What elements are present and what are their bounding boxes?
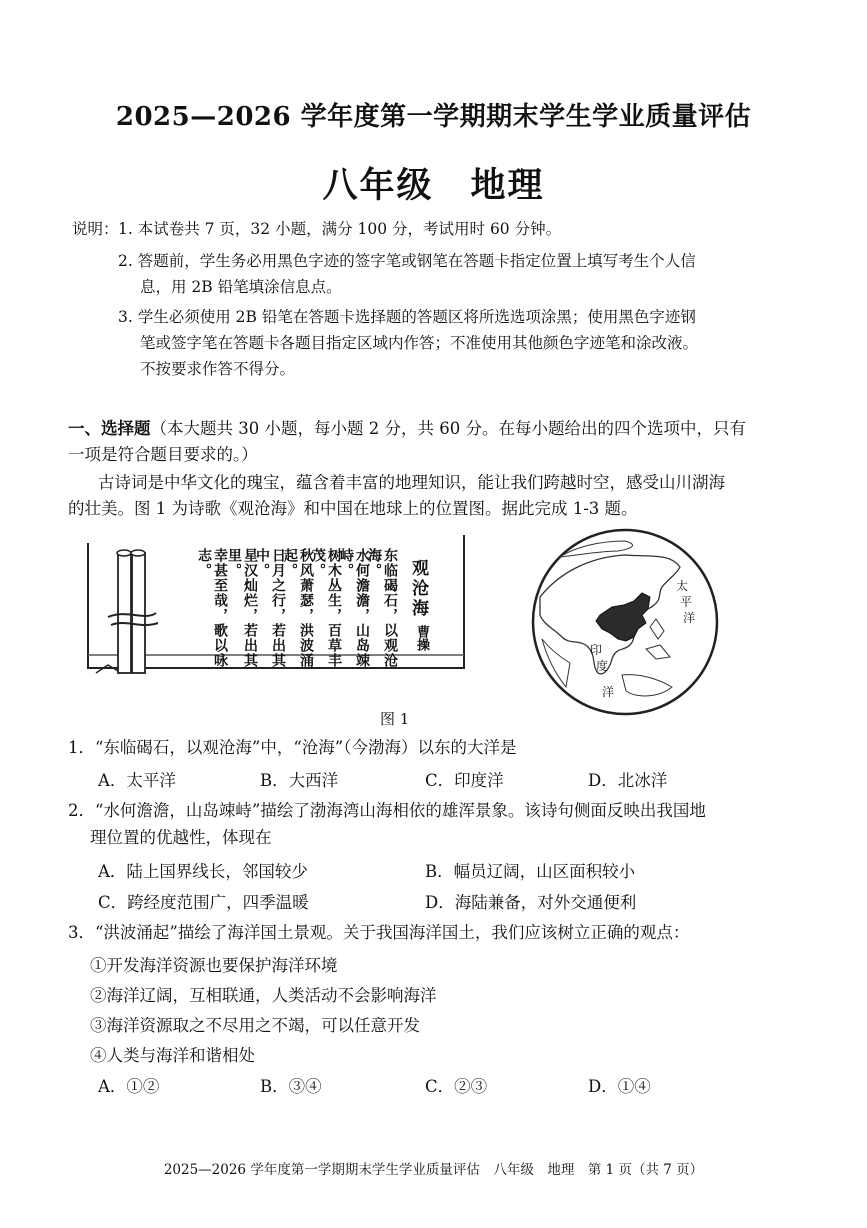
page-footer: 2025—2026 学年度第一学期期末学生学业质量评估 八年级 地理 第 1 页（共 7 页） <box>163 1162 704 1178</box>
instruction-line: 息，用 2B 铅笔填涂信息点。 <box>140 278 342 296</box>
question-stem: 2．“水何澹澹，山岛竦峙”描绘了渤海湾山海相依的雄浑景象。该诗句侧面反映出我国地 <box>68 801 706 820</box>
option-c: C．②③ <box>425 1077 488 1096</box>
instruction-line: 笔或签字笔在答题卡各题目指定区域内作答；不准使用其他颜色字迹笔和涂改液。 <box>140 334 699 352</box>
option-a: A．太平洋 <box>98 771 176 790</box>
poem-line: 东临碣石，以观沧海。 <box>366 548 398 668</box>
option-b: B．大西洋 <box>260 771 339 790</box>
option-d: D．北冰洋 <box>588 771 668 790</box>
pacific-label: 太 <box>676 579 689 593</box>
intro-line: 古诗词是中华文化的瑰宝，蕴含着丰富的地理知识，能让我们跨越时空，感受山川湖海 <box>98 473 725 492</box>
option-b: B．③④ <box>260 1077 322 1096</box>
option-d: D．海陆兼备，对外交通便利 <box>425 893 637 912</box>
question-stem: 3．“洪波涌起”描绘了海洋国土景观。关于我国海洋国土，我们应该树立正确的观点： <box>68 923 690 942</box>
option-a: A．①② <box>98 1077 160 1096</box>
intro-line: 的壮美。图 1 为诗歌《观沧海》和中国在地球上的位置图。据此完成 1-3 题。 <box>68 499 638 518</box>
section-heading: 一、选择题 <box>68 419 151 438</box>
instruction-line: 2. 答题前，学生务必用黑色字迹的签字笔或钢笔在答题卡指定位置上填写考生个人信 <box>118 252 696 270</box>
statement: ②海洋辽阔，互相联通，人类活动不会影响海洋 <box>90 986 437 1005</box>
poem-line: 幸甚至哉，歌以咏志。 <box>196 548 228 668</box>
globe-figure <box>530 527 720 717</box>
poem-line: 日月之行，若出其中。 <box>254 548 286 668</box>
statement: ③海洋资源取之不尽用之不竭，可以任意开发 <box>90 1016 420 1035</box>
section-heading-line2: 一项是符合题目要求的。） <box>68 445 258 464</box>
poem-line: 星汉灿烂，若出其里。 <box>226 548 258 668</box>
option-b: B．幅员辽阔，山区面积较小 <box>425 862 636 881</box>
instruction-line: 不按要求作答不得分。 <box>140 360 296 378</box>
option-c: C．印度洋 <box>425 771 504 790</box>
poem-author: 曹操 <box>414 625 429 651</box>
indian-label: 度 <box>596 659 609 673</box>
pacific-label: 洋 <box>683 611 696 625</box>
instructions-label: 说明： <box>72 220 119 238</box>
poem-line: 树木丛生，百草丰茂。 <box>310 548 342 668</box>
poem-title: 观沧海 <box>408 559 428 619</box>
indian-label: 洋 <box>602 685 615 699</box>
pacific-label: 平 <box>680 595 693 609</box>
question-stem: 1．“东临碣石，以观沧海”中，“沧海”（今渤海）以东的大洋是 <box>68 738 517 757</box>
figure-caption: 图 1 <box>380 710 410 728</box>
section-heading-desc: （本大题共 30 小题，每小题 2 分，共 60 分。在每小题给出的四个选项中，只有 <box>150 419 746 438</box>
statement: ④人类与海洋和谐相处 <box>90 1046 255 1065</box>
instruction-line: 1. 本试卷共 7 页，32 小题，满分 100 分，考试用时 60 分钟。 <box>118 220 562 238</box>
instruction-line: 3. 学生必须使用 2B 铅笔在答题卡选择题的答题区将所选选项涂黑；使用黑色字迹钢 <box>118 308 696 326</box>
option-d: D．①④ <box>588 1077 651 1096</box>
option-a: A．陆上国界线长，邻国较少 <box>98 862 308 881</box>
indian-label: 印 <box>590 643 603 657</box>
exam-subject: 八年级 地理 <box>322 165 545 206</box>
option-c: C．跨经度范围广，四季温暖 <box>98 893 309 912</box>
statement: ①开发海洋资源也要保护海洋环境 <box>90 956 338 975</box>
poem-line: 秋风萧瑟，洪波涌起。 <box>282 548 314 668</box>
poem-line: 水何澹澹，山岛竦峙。 <box>338 548 370 668</box>
exam-title: 2025—2026 学年度第一学期期末学生学业质量评估 <box>115 102 752 132</box>
question-stem-line2: 理位置的优越性，体现在 <box>90 828 272 847</box>
poem-scroll-figure <box>86 533 469 681</box>
